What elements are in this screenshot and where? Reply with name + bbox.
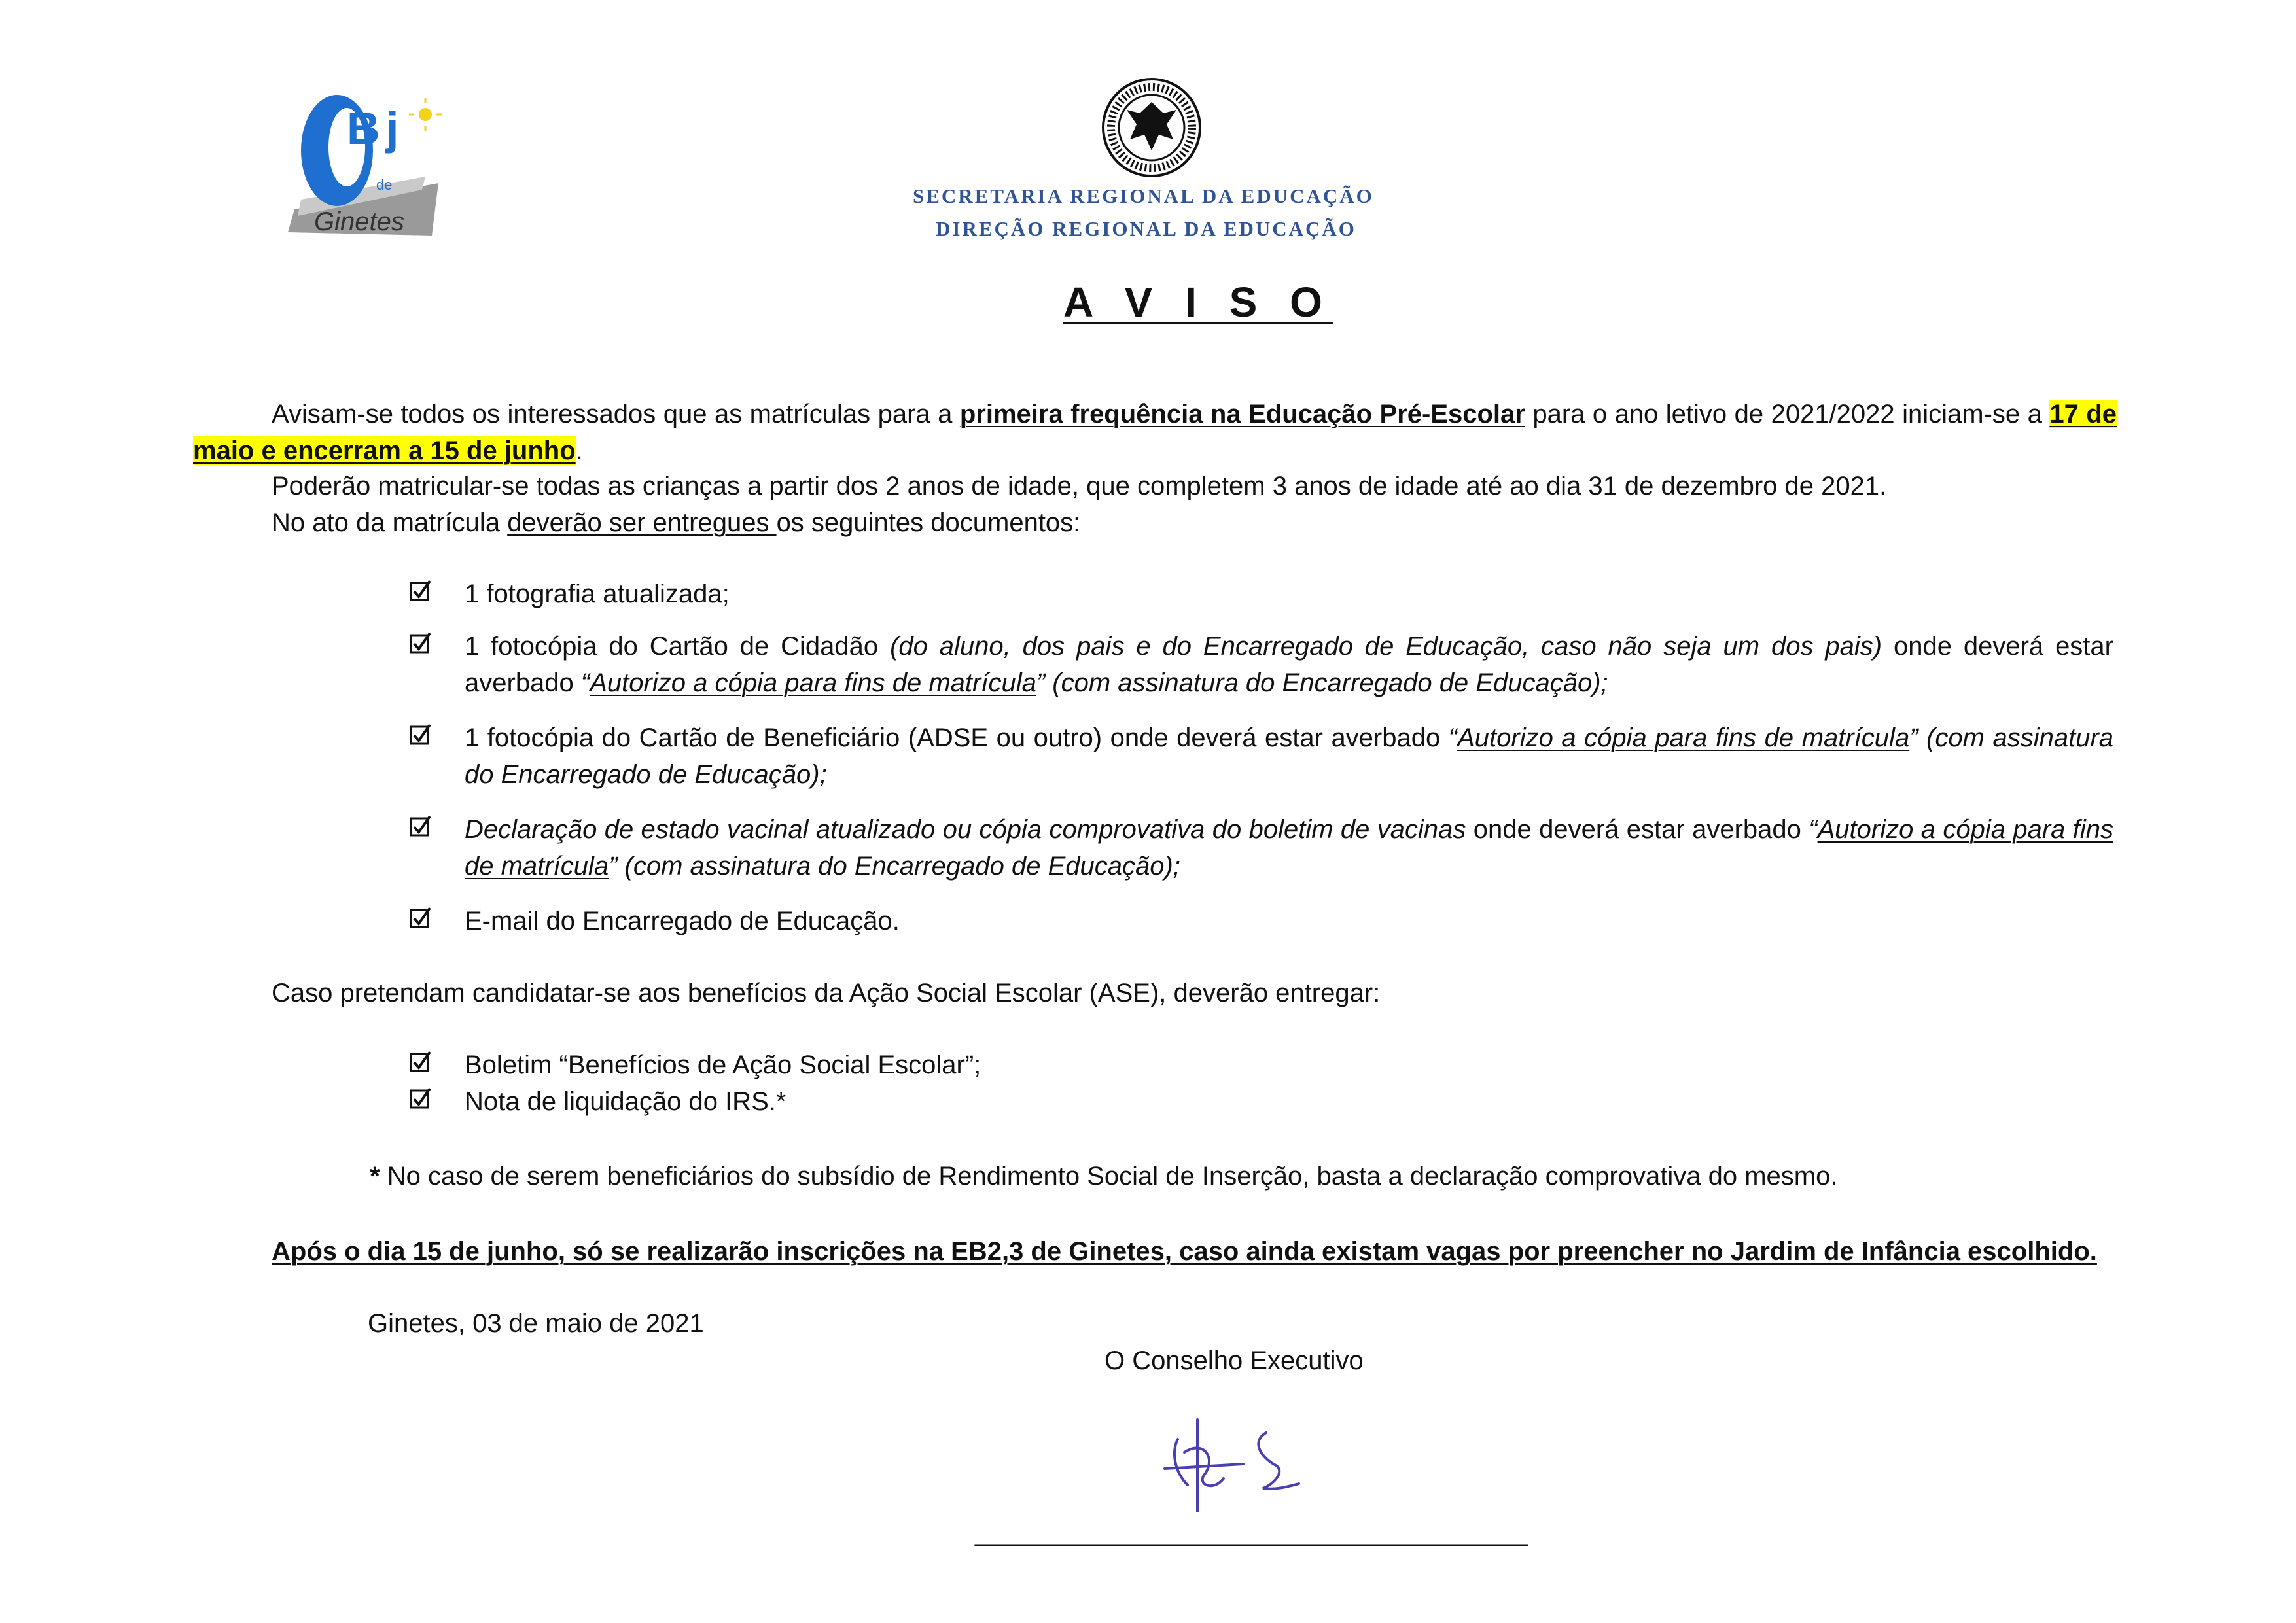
checked-box-icon	[410, 579, 432, 604]
footnote-star: *	[370, 1162, 380, 1191]
item-text-italic: ” (com assinatura do Encarregado de Educação);	[609, 852, 1180, 881]
footnote	[370, 1158, 1837, 1195]
item-text-italic: ” (com assinatura do Encarregado de Educação);	[465, 724, 2114, 789]
authorization-phrase: Autorizo a cópia para fins de matrícula	[590, 669, 1036, 697]
checked-box-icon	[410, 1087, 432, 1112]
svg-text:Ginetes: Ginetes	[314, 207, 404, 236]
documents-intro-text: os seguintes documentos:	[776, 508, 1081, 537]
ase-item-irs: Nota de liquidação do IRS.*	[465, 1087, 786, 1116]
intro-emphasis: primeira frequência na Educação Pré-Escolar	[959, 400, 1525, 428]
signature-line: ______________________________________	[975, 1518, 1528, 1547]
authorization-phrase: Autorizo a cópia para fins de matrícula	[465, 815, 2114, 881]
document-item-citizen-card	[465, 628, 2113, 701]
document-item-beneficiary-card	[465, 720, 2113, 793]
item-text-italic: (do aluno, dos pais e do Encarregado de Educação, caso não seja um dos pais)	[890, 632, 1882, 661]
ase-intro: Caso pretendam candidatar-se aos benefícios da Ação Social Escolar (ASE), deverão entregar:	[272, 979, 1381, 1007]
checked-box-icon	[410, 1050, 432, 1075]
header-line-2: DIREÇÃO REGIONAL DA EDUCAÇÃO	[936, 217, 1356, 240]
svg-text:j: j	[386, 103, 399, 154]
regional-seal-logo	[1101, 77, 1203, 179]
document-item-vaccination	[465, 811, 2113, 884]
document-item-photo: 1 fotografia atualizada;	[465, 580, 730, 608]
signatory: O Conselho Executivo	[1104, 1346, 1364, 1375]
document-item-email: E-mail do Encarregado de Educação.	[465, 907, 900, 935]
footnote-text: No caso de serem beneficiários do subsídio de Rendimento Social de Inserção, basta a declaração comprovativa do mesmo.	[380, 1162, 1838, 1191]
item-text-italic: ” (com assinatura do Encarregado de Educação);	[1036, 669, 1608, 697]
item-text: 1 fotocópia do Cartão de Cidadão	[465, 632, 891, 661]
checked-box-icon	[410, 906, 432, 932]
place-date: Ginetes, 03 de maio de 2021	[368, 1309, 704, 1338]
enrollment-dates: 17 de maio e encerram a 15 de junho	[193, 400, 2117, 465]
intro-text: para o ano letivo de 2021/2022 iniciam-se a	[1525, 400, 2050, 428]
intro-text: Avisam-se todos os interessados que as matrículas para a	[272, 400, 960, 428]
late-registration-notice: Após o dia 15 de junho, só se realizarão inscrições na EB2,3 de Ginetes, caso ainda existam vagas por preencher no Jardim de Infância escolhido.	[272, 1237, 2097, 1266]
eligibility-paragraph: Poderão matricular-se todas as crianças a partir dos 2 anos de idade, que completem 3 anos de idade até ao dia 31 de dezembro de 2021.	[272, 472, 1887, 500]
item-text: 1 fotocópia do Cartão de Beneficiário (ADSE ou outro) onde deverá estar averbado	[465, 724, 1449, 752]
item-text-italic: “	[1448, 724, 1458, 752]
intro-paragraph	[193, 396, 2117, 469]
item-text-italic: Declaração de estado vacinal atualizado ou cópia comprovativa do boletim de vacinas	[465, 815, 1466, 844]
checked-box-icon	[410, 814, 432, 840]
checked-box-icon	[410, 723, 432, 748]
svg-text:de: de	[376, 177, 393, 193]
header-line-1: SECRETARIA REGIONAL DA EDUCAÇÃO	[913, 184, 1374, 207]
item-text: onde deverá estar averbado	[465, 632, 2113, 697]
intro-text: .	[575, 436, 583, 465]
documents-intro-emphasis: deverão ser entregues	[507, 508, 777, 537]
ase-item-form: Boletim “Benefícios de Ação Social Escolar”;	[465, 1051, 981, 1079]
item-text-italic: “	[1809, 815, 1818, 844]
svg-text:B: B	[347, 103, 380, 154]
checked-box-icon	[410, 631, 432, 657]
page-title: A V I S O	[1063, 279, 1333, 326]
item-text-italic: “	[580, 669, 590, 697]
school-logo	[275, 85, 451, 249]
authorization-phrase: Autorizo a cópia para fins de matrícula	[1457, 724, 1910, 752]
documents-intro-text: No ato da matrícula	[272, 508, 508, 537]
handwritten-signature	[1152, 1413, 1309, 1518]
documents-intro	[272, 504, 1080, 541]
item-text: onde deverá estar averbado	[1466, 815, 1809, 844]
